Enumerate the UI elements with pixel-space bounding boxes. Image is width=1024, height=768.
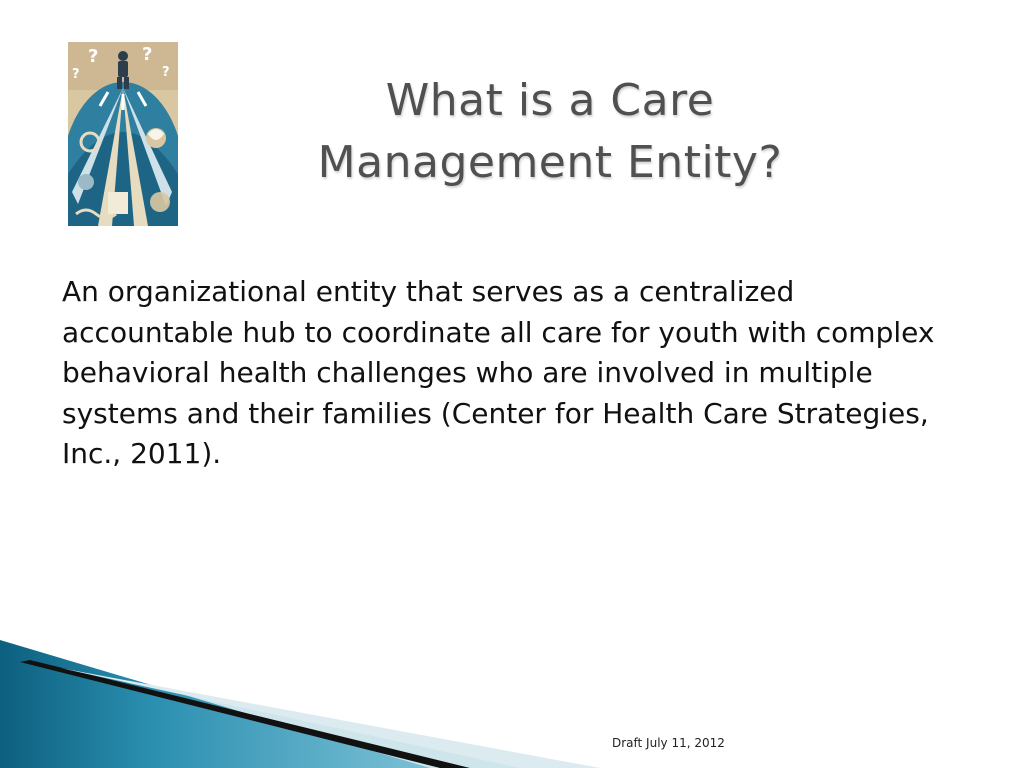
svg-text:?: ?	[142, 44, 153, 65]
slide-title	[230, 70, 870, 194]
person-at-crossroads-question-marks-icon	[68, 42, 178, 226]
definition-paragraph: An organizational entity that serves as a centralized accountable hub to coordinate all care for youth with complex behavioral health challenges who are involved in multiple systems and their families (Center for Health Care Strategies, Inc., 2011).	[62, 275, 935, 470]
svg-text:?: ?	[162, 65, 170, 80]
slide-title-line-1: What is a Care	[385, 75, 715, 126]
decorative-swoosh	[0, 640, 1024, 768]
footer-date: Draft July 11, 2012	[612, 736, 725, 750]
svg-text:?: ?	[72, 67, 80, 82]
svg-text:?: ?	[88, 46, 99, 67]
slide-title-line-2: Management Entity?	[317, 137, 783, 188]
